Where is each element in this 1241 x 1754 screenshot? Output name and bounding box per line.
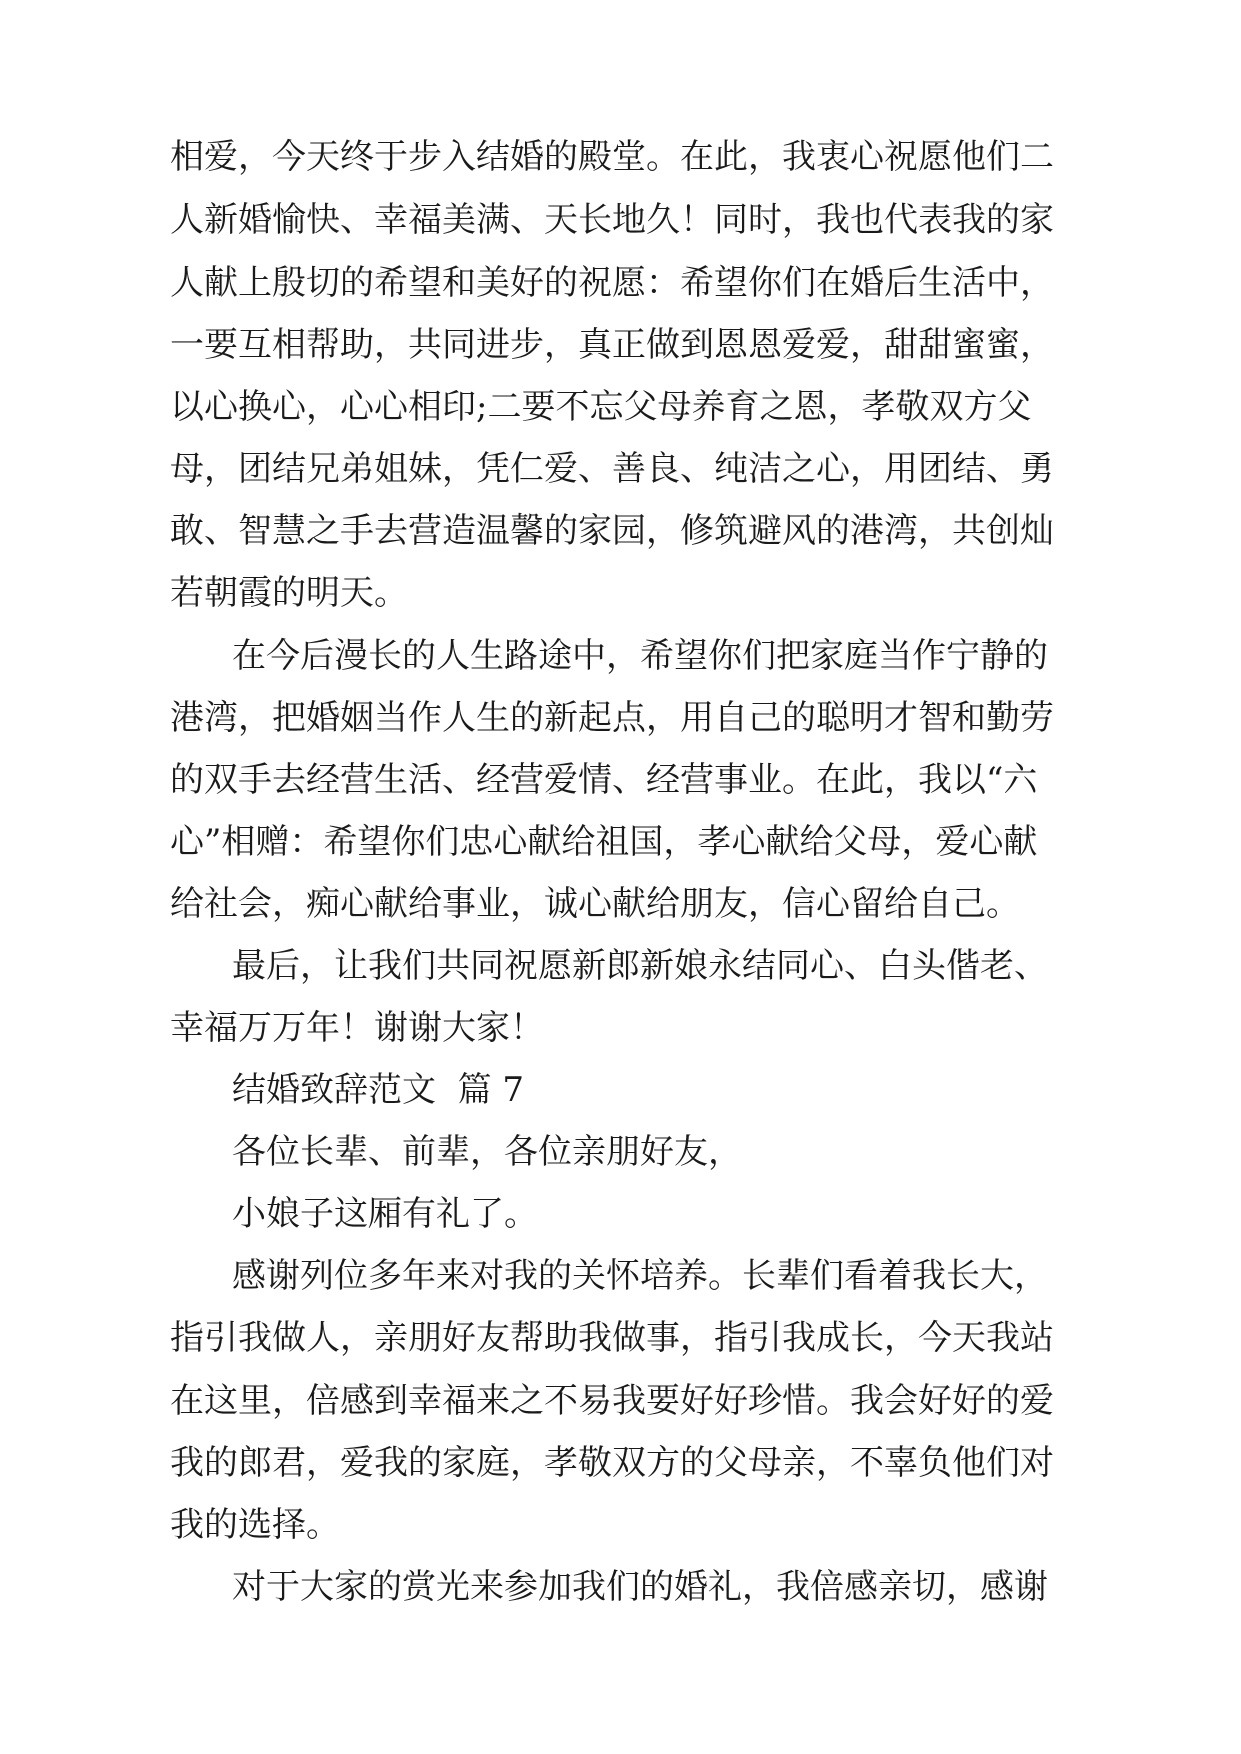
text-line: 幸福万万年！谢谢大家！: [170, 1008, 544, 1048]
text-line: 给社会，痴心献给事业，诚心献给朋友，信心留给自己。: [170, 884, 1020, 924]
text-line: 指引我做人，亲朋好友帮助我做事，指引我成长，今天我站: [170, 1318, 1054, 1358]
text-line: 若朝霞的明天。: [170, 573, 408, 613]
text-line: 人新婚愉快、幸福美满、天长地久！同时，我也代表我的家: [170, 200, 1054, 240]
text-line: 一要互相帮助，共同进步，真正做到恩恩爱爱，甜甜蜜蜜，: [170, 325, 1054, 365]
text-line: 在这里，倍感到幸福来之不易我要好好珍惜。我会好好的爱: [170, 1381, 1054, 1421]
text-line: 港湾，把婚姻当作人生的新起点，用自己的聪明才智和勤劳: [170, 698, 1054, 738]
text-line: 心”相赠：希望你们忠心献给祖国，孝心献给父母，爱心献: [170, 822, 1038, 862]
text-line: 人献上殷切的希望和美好的祝愿：希望你们在婚后生活中，: [170, 263, 1054, 303]
text-line: 相爱，今天终于步入结婚的殿堂。在此，我衷心祝愿他们二: [170, 137, 1054, 177]
text-line: 对于大家的赏光来参加我们的婚礼，我倍感亲切，感谢: [232, 1567, 1048, 1607]
text-line: 在今后漫长的人生路途中，希望你们把家庭当作宁静的: [232, 636, 1048, 676]
text-line: 的双手去经营生活、经营爱情、经营事业。在此，我以“六: [170, 760, 1038, 800]
text-line: 最后，让我们共同祝愿新郎新娘永结同心、白头偕老、: [232, 946, 1048, 986]
text-line: 感谢列位多年来对我的关怀培养。长辈们看着我长大，: [232, 1256, 1048, 1296]
text-line: 以心换心，心心相印;二要不忘父母养育之恩，孝敬双方父: [170, 387, 1032, 427]
section-heading: 结婚致辞范文 篇 7: [232, 1070, 525, 1110]
text-line: 小娘子这厢有礼了。: [232, 1194, 538, 1234]
text-line: 我的选择。: [170, 1505, 340, 1545]
text-line: 各位长辈、前辈，各位亲朋好友，: [232, 1132, 742, 1172]
text-line: 敢、智慧之手去营造温馨的家园，修筑避风的港湾，共创灿: [170, 511, 1054, 551]
text-line: 母，团结兄弟姐妹，凭仁爱、善良、纯洁之心，用团结、勇: [170, 449, 1054, 489]
text-line: 我的郎君，爱我的家庭，孝敬双方的父母亲，不辜负他们对: [170, 1443, 1054, 1483]
